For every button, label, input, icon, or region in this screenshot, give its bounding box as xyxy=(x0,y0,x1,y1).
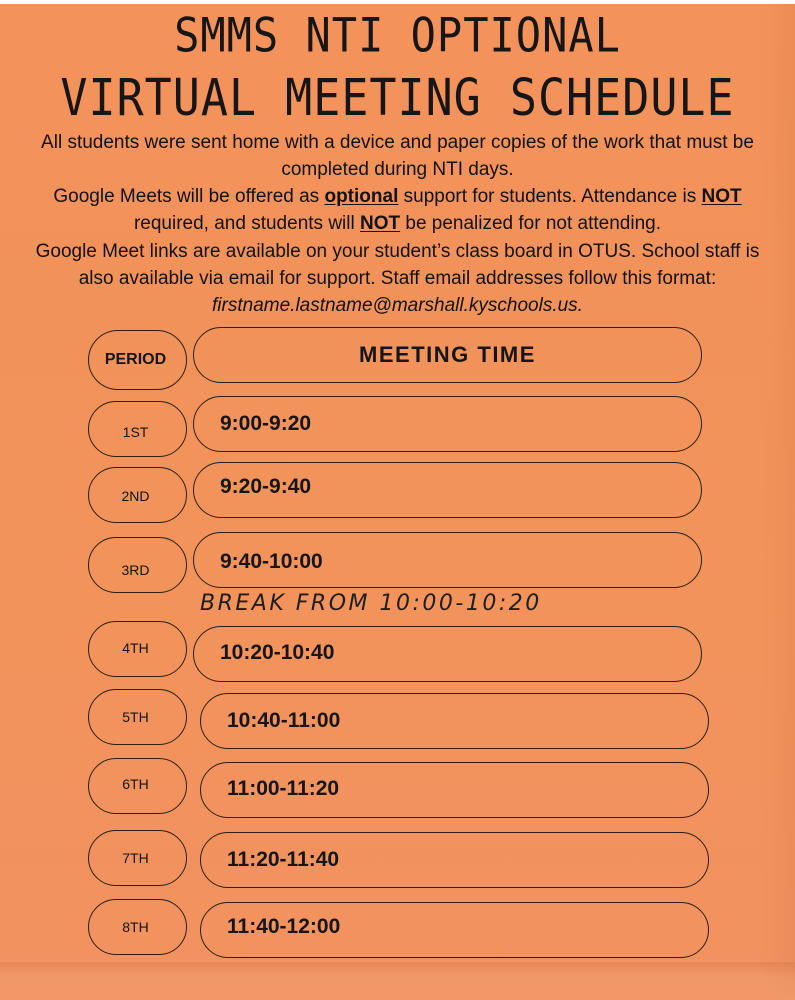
not-emphasis-2: NOT xyxy=(359,213,401,234)
time-label: 10:20-10:40 xyxy=(220,641,335,664)
period-cell xyxy=(88,621,187,677)
time-label: 9:00-9:20 xyxy=(220,412,312,435)
break-notice: BREAK FROM 10:00-10:20 xyxy=(200,591,542,616)
period-label: 1ST xyxy=(122,424,149,440)
period-label: 6TH xyxy=(122,776,149,792)
period-header-label: PERIOD xyxy=(104,351,167,368)
period-cell xyxy=(88,401,187,457)
intro-paragraph-3 xyxy=(30,238,765,319)
intro-paragraph-1: All students were sent home with a device and paper copies of the work that must be completed during NTI days. xyxy=(41,132,754,180)
period-label: 4TH xyxy=(122,640,149,656)
email-format: firstname.lastname@marshall.kyschools.us. xyxy=(212,295,583,316)
period-cell xyxy=(88,758,187,814)
intro-p2-text-b: support for students. Attendance is xyxy=(398,186,702,207)
time-label: 11:00-11:20 xyxy=(227,777,340,800)
period-cell xyxy=(88,830,187,886)
intro-p2-text-d: be penalized for not attending. xyxy=(400,213,662,234)
intro-p2-text-c: required, and students will xyxy=(133,213,360,234)
period-cell xyxy=(88,689,187,745)
time-cell xyxy=(193,462,702,518)
time-cell xyxy=(200,762,709,818)
period-label: 3RD xyxy=(121,562,150,578)
time-label: 9:40-10:00 xyxy=(220,550,323,573)
title-line-1: SMMS NTI OPTIONAL xyxy=(174,7,621,63)
time-cell xyxy=(193,532,702,588)
period-cell xyxy=(88,467,187,523)
period-cell xyxy=(88,899,187,955)
time-cell xyxy=(193,396,702,452)
period-label: 2ND xyxy=(121,488,150,504)
period-cell xyxy=(88,537,187,593)
intro-paragraph-2 xyxy=(30,183,765,237)
period-header xyxy=(88,330,187,390)
time-label: 10:40-11:00 xyxy=(227,709,341,732)
time-label: 11:20-11:40 xyxy=(227,848,340,871)
intro-p2-text-a: Google Meets will be offered as xyxy=(53,186,325,207)
period-label: 5TH xyxy=(122,709,149,725)
optional-emphasis: optional xyxy=(324,186,399,207)
meeting-time-header xyxy=(193,327,702,383)
period-label: 8TH xyxy=(122,919,149,935)
not-emphasis-1: NOT xyxy=(701,186,742,207)
page-fold xyxy=(0,962,795,1000)
intro-p3-text: Google Meet links are available on your student’s class board in OTUS. School staff is also available via email for support. Staff email addresses follow this format: xyxy=(35,241,760,289)
meeting-time-header-label: MEETING TIME xyxy=(359,342,536,367)
time-cell xyxy=(200,902,709,958)
time-label: 9:20-9:40 xyxy=(220,475,312,498)
title-line-2: VIRTUAL MEETING SCHEDULE xyxy=(60,67,735,128)
period-label: 7TH xyxy=(122,850,149,866)
time-cell xyxy=(200,832,709,888)
time-cell xyxy=(193,626,702,682)
time-cell xyxy=(200,693,709,749)
time-label: 11:40-12:00 xyxy=(227,915,341,938)
